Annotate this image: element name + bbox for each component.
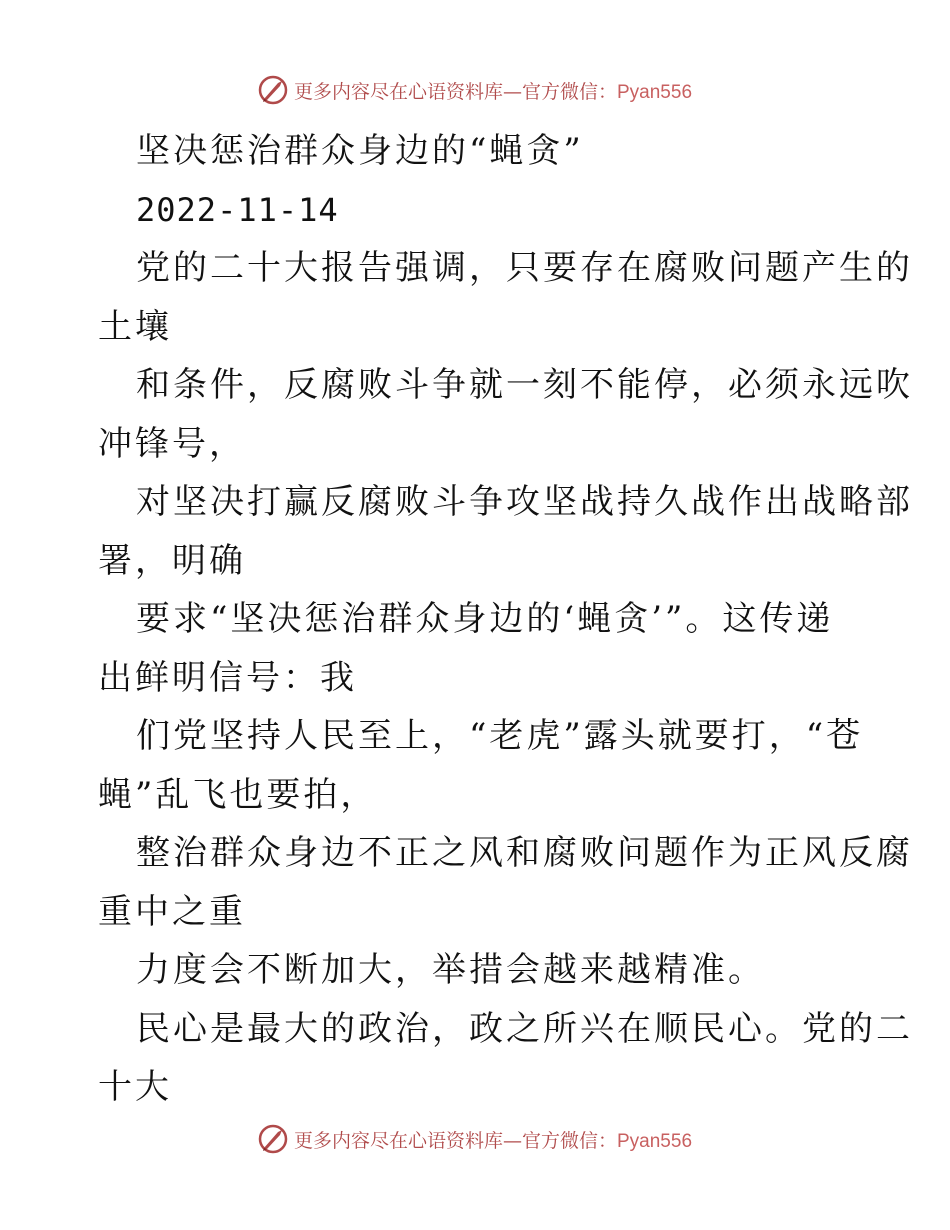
quill-pen-icon [258,75,288,105]
body-line: 要求“坚决惩治群众身边的‘蝇贪’”。这传递 [136,599,834,639]
watermark-site: 更多内容尽在心语资料库 [293,80,503,103]
article-body [98,122,913,1117]
body-line: 民心是最大的政治，政之所兴在顺民心。党的二 [136,1008,913,1049]
body-line: 们党坚持人民至上，“老虎”露头就要打，“苍 [136,716,864,756]
body-line: 力度会不断加大，举措会越来越精准。 [136,950,765,990]
body-line: 冲锋号， [98,423,246,464]
body-line: 蝇”乱飞也要拍， [98,774,378,815]
watermark-wechat-id: Pyan556 [617,81,693,103]
footer-watermark [0,1121,950,1157]
body-line: 出鲜明信号：我 [98,657,357,698]
header-watermark [0,72,950,108]
watermark-separator: — [502,80,522,103]
body-line: 土壤 [98,306,172,347]
watermark-text [294,1126,692,1153]
watermark-separator: — [502,1129,522,1152]
body-line: 和条件，反腐败斗争就一刻不能停，必须永远吹 [136,365,913,405]
body-line: 党的二十大报告强调，只要存在腐败问题产生的 [136,248,913,288]
body-line: 整治群众身边不正之风和腐败问题作为正风反腐 [136,833,913,873]
watermark-text [294,77,692,104]
body-line: 署，明确 [98,540,246,581]
article-date: 2022-11-14 [136,190,339,229]
body-line: 对坚决打赢反腐败斗争攻坚战持久战作出战略部 [136,482,913,522]
article-title: 坚决惩治群众身边的“蝇贪” [136,131,584,171]
quill-pen-icon [258,1124,288,1154]
watermark-wechat-id: Pyan556 [617,1130,693,1152]
watermark-wechat-label: 官方微信： [521,80,617,103]
watermark-site: 更多内容尽在心语资料库 [293,1129,503,1152]
body-line: 重中之重 [98,891,246,932]
body-line: 十大 [98,1067,172,1107]
watermark-wechat-label: 官方微信： [521,1129,617,1152]
